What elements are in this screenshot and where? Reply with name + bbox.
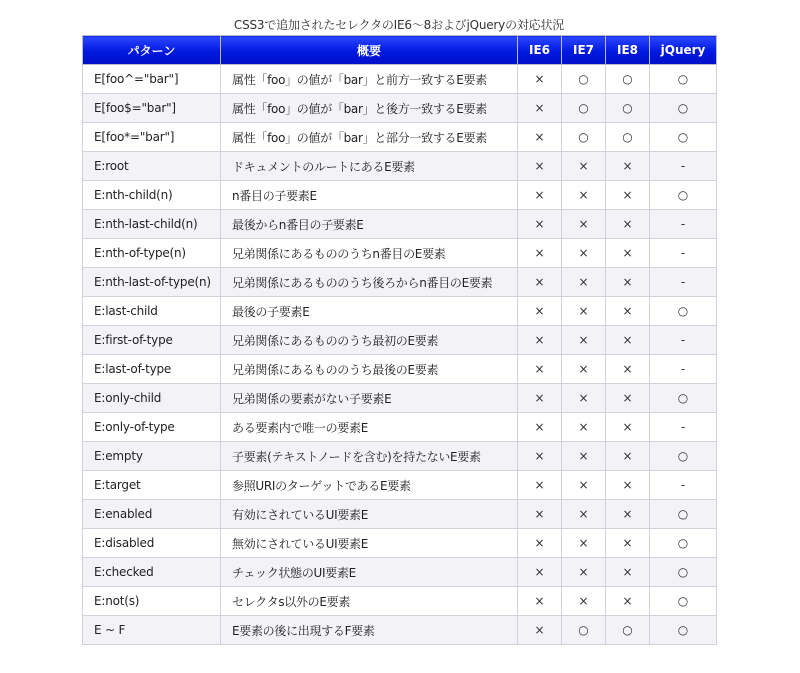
row-ie6-support: × bbox=[518, 297, 562, 326]
row-pattern: E:checked bbox=[83, 558, 221, 587]
row-ie7-support: × bbox=[562, 471, 606, 500]
table-row bbox=[83, 239, 717, 268]
table-row bbox=[83, 616, 717, 645]
row-summary: 兄弟関係にあるもののうちn番目のE要素 bbox=[221, 239, 518, 268]
table-row bbox=[83, 268, 717, 297]
row-ie6-support: × bbox=[518, 616, 562, 645]
table-row bbox=[83, 181, 717, 210]
row-ie8-support: ○ bbox=[606, 616, 650, 645]
row-pattern: E:empty bbox=[83, 442, 221, 471]
row-jquery-support: ○ bbox=[650, 123, 717, 152]
row-pattern: E:not(s) bbox=[83, 587, 221, 616]
row-pattern: E ~ F bbox=[83, 616, 221, 645]
row-ie7-support: × bbox=[562, 355, 606, 384]
row-ie8-support: × bbox=[606, 268, 650, 297]
table-row bbox=[83, 413, 717, 442]
row-jquery-support: - bbox=[650, 239, 717, 268]
row-pattern: E[foo*="bar"] bbox=[83, 123, 221, 152]
row-summary: チェック状態のUI要素E bbox=[221, 558, 518, 587]
row-ie7-support: × bbox=[562, 181, 606, 210]
row-pattern: E:nth-of-type(n) bbox=[83, 239, 221, 268]
row-ie6-support: × bbox=[518, 94, 562, 123]
row-summary: ドキュメントのルートにあるE要素 bbox=[221, 152, 518, 181]
row-ie8-support: × bbox=[606, 326, 650, 355]
row-jquery-support: - bbox=[650, 152, 717, 181]
row-ie7-support: × bbox=[562, 152, 606, 181]
row-summary: E要素の後に出現するF要素 bbox=[221, 616, 518, 645]
row-pattern: E:nth-child(n) bbox=[83, 181, 221, 210]
table-row bbox=[83, 152, 717, 181]
row-ie8-support: × bbox=[606, 297, 650, 326]
row-pattern: E:nth-last-of-type(n) bbox=[83, 268, 221, 297]
row-ie8-support: × bbox=[606, 239, 650, 268]
row-ie7-support: × bbox=[562, 587, 606, 616]
row-summary: ある要素内で唯一の要素E bbox=[221, 413, 518, 442]
row-ie8-support: ○ bbox=[606, 123, 650, 152]
table-row bbox=[83, 123, 717, 152]
selector-support-table bbox=[82, 35, 717, 645]
header-ie8: IE8 bbox=[606, 36, 650, 65]
row-pattern: E:last-of-type bbox=[83, 355, 221, 384]
row-summary: 最後の子要素E bbox=[221, 297, 518, 326]
row-summary: 属性「foo」の値が「bar」と部分一致するE要素 bbox=[221, 123, 518, 152]
row-summary: 参照URIのターゲットであるE要素 bbox=[221, 471, 518, 500]
row-summary: 属性「foo」の値が「bar」と後方一致するE要素 bbox=[221, 94, 518, 123]
table-row bbox=[83, 471, 717, 500]
table-row bbox=[83, 442, 717, 471]
row-ie8-support: × bbox=[606, 384, 650, 413]
row-ie7-support: × bbox=[562, 413, 606, 442]
row-summary: 兄弟関係の要素がない子要素E bbox=[221, 384, 518, 413]
row-ie7-support: × bbox=[562, 384, 606, 413]
row-jquery-support: ○ bbox=[650, 384, 717, 413]
row-ie6-support: × bbox=[518, 181, 562, 210]
row-ie6-support: × bbox=[518, 239, 562, 268]
row-ie6-support: × bbox=[518, 152, 562, 181]
row-pattern: E:enabled bbox=[83, 500, 221, 529]
row-ie6-support: × bbox=[518, 268, 562, 297]
table-row bbox=[83, 326, 717, 355]
row-jquery-support: ○ bbox=[650, 500, 717, 529]
row-pattern: E:root bbox=[83, 152, 221, 181]
row-ie8-support: × bbox=[606, 442, 650, 471]
row-ie6-support: × bbox=[518, 529, 562, 558]
header-ie7: IE7 bbox=[562, 36, 606, 65]
row-ie8-support: × bbox=[606, 413, 650, 442]
support-table-container bbox=[82, 16, 716, 645]
table-row bbox=[83, 355, 717, 384]
row-summary: 最後からn番目の子要素E bbox=[221, 210, 518, 239]
row-ie6-support: × bbox=[518, 384, 562, 413]
row-ie6-support: × bbox=[518, 471, 562, 500]
row-ie8-support: × bbox=[606, 529, 650, 558]
row-summary: 無効にされているUI要素E bbox=[221, 529, 518, 558]
row-summary: 有効にされているUI要素E bbox=[221, 500, 518, 529]
table-body bbox=[83, 65, 717, 645]
table-header-row bbox=[83, 36, 717, 65]
row-ie8-support: × bbox=[606, 210, 650, 239]
row-ie6-support: × bbox=[518, 587, 562, 616]
row-jquery-support: ○ bbox=[650, 94, 717, 123]
table-row bbox=[83, 529, 717, 558]
row-ie7-support: × bbox=[562, 210, 606, 239]
row-ie7-support: × bbox=[562, 529, 606, 558]
table-row bbox=[83, 558, 717, 587]
header-ie6: IE6 bbox=[518, 36, 562, 65]
table-row bbox=[83, 65, 717, 94]
row-ie8-support: × bbox=[606, 152, 650, 181]
row-jquery-support: - bbox=[650, 326, 717, 355]
row-summary: 属性「foo」の値が「bar」と前方一致するE要素 bbox=[221, 65, 518, 94]
row-summary: n番目の子要素E bbox=[221, 181, 518, 210]
row-pattern: E:only-of-type bbox=[83, 413, 221, 442]
row-ie8-support: × bbox=[606, 587, 650, 616]
row-jquery-support: - bbox=[650, 355, 717, 384]
table-row bbox=[83, 500, 717, 529]
row-summary: 兄弟関係にあるもののうち最後のE要素 bbox=[221, 355, 518, 384]
table-row bbox=[83, 587, 717, 616]
table-caption: CSS3で追加されたセレクタのIE6～8およびjQueryの対応状況 bbox=[233, 18, 565, 32]
row-ie7-support: ○ bbox=[562, 616, 606, 645]
row-ie8-support: ○ bbox=[606, 94, 650, 123]
row-ie7-support: ○ bbox=[562, 123, 606, 152]
header-jquery: jQuery bbox=[650, 36, 717, 65]
row-jquery-support: ○ bbox=[650, 181, 717, 210]
row-jquery-support: ○ bbox=[650, 297, 717, 326]
row-pattern: E[foo$="bar"] bbox=[83, 94, 221, 123]
row-ie7-support: × bbox=[562, 500, 606, 529]
row-ie8-support: × bbox=[606, 500, 650, 529]
row-ie7-support: × bbox=[562, 268, 606, 297]
table-row bbox=[83, 94, 717, 123]
row-jquery-support: ○ bbox=[650, 616, 717, 645]
row-ie7-support: × bbox=[562, 558, 606, 587]
row-pattern: E:only-child bbox=[83, 384, 221, 413]
row-ie8-support: × bbox=[606, 471, 650, 500]
header-pattern: パターン bbox=[83, 36, 221, 65]
row-pattern: E[foo^="bar"] bbox=[83, 65, 221, 94]
row-jquery-support: ○ bbox=[650, 529, 717, 558]
row-summary: セレクタs以外のE要素 bbox=[221, 587, 518, 616]
row-ie6-support: × bbox=[518, 210, 562, 239]
table-row bbox=[83, 297, 717, 326]
row-jquery-support: ○ bbox=[650, 65, 717, 94]
row-ie6-support: × bbox=[518, 326, 562, 355]
row-ie7-support: ○ bbox=[562, 94, 606, 123]
row-pattern: E:disabled bbox=[83, 529, 221, 558]
row-ie6-support: × bbox=[518, 355, 562, 384]
row-pattern: E:first-of-type bbox=[83, 326, 221, 355]
row-summary: 兄弟関係にあるもののうち最初のE要素 bbox=[221, 326, 518, 355]
row-jquery-support: ○ bbox=[650, 558, 717, 587]
row-ie6-support: × bbox=[518, 123, 562, 152]
row-ie8-support: ○ bbox=[606, 65, 650, 94]
row-jquery-support: - bbox=[650, 268, 717, 297]
row-ie7-support: × bbox=[562, 442, 606, 471]
row-ie7-support: ○ bbox=[562, 65, 606, 94]
row-jquery-support: - bbox=[650, 413, 717, 442]
row-jquery-support: - bbox=[650, 471, 717, 500]
row-ie6-support: × bbox=[518, 442, 562, 471]
row-ie6-support: × bbox=[518, 413, 562, 442]
row-ie7-support: × bbox=[562, 326, 606, 355]
row-jquery-support: ○ bbox=[650, 442, 717, 471]
row-summary: 兄弟関係にあるもののうち後ろからn番目のE要素 bbox=[221, 268, 518, 297]
table-row bbox=[83, 384, 717, 413]
row-pattern: E:nth-last-child(n) bbox=[83, 210, 221, 239]
row-jquery-support: ○ bbox=[650, 587, 717, 616]
row-ie7-support: × bbox=[562, 239, 606, 268]
table-row bbox=[83, 210, 717, 239]
row-ie6-support: × bbox=[518, 558, 562, 587]
header-summary: 概要 bbox=[221, 36, 518, 65]
row-jquery-support: - bbox=[650, 210, 717, 239]
row-ie8-support: × bbox=[606, 558, 650, 587]
row-pattern: E:last-child bbox=[83, 297, 221, 326]
row-ie6-support: × bbox=[518, 500, 562, 529]
row-ie7-support: × bbox=[562, 297, 606, 326]
row-ie8-support: × bbox=[606, 355, 650, 384]
row-summary: 子要素(テキストノードを含む)を持たないE要素 bbox=[221, 442, 518, 471]
row-pattern: E:target bbox=[83, 471, 221, 500]
row-ie8-support: × bbox=[606, 181, 650, 210]
row-ie6-support: × bbox=[518, 65, 562, 94]
